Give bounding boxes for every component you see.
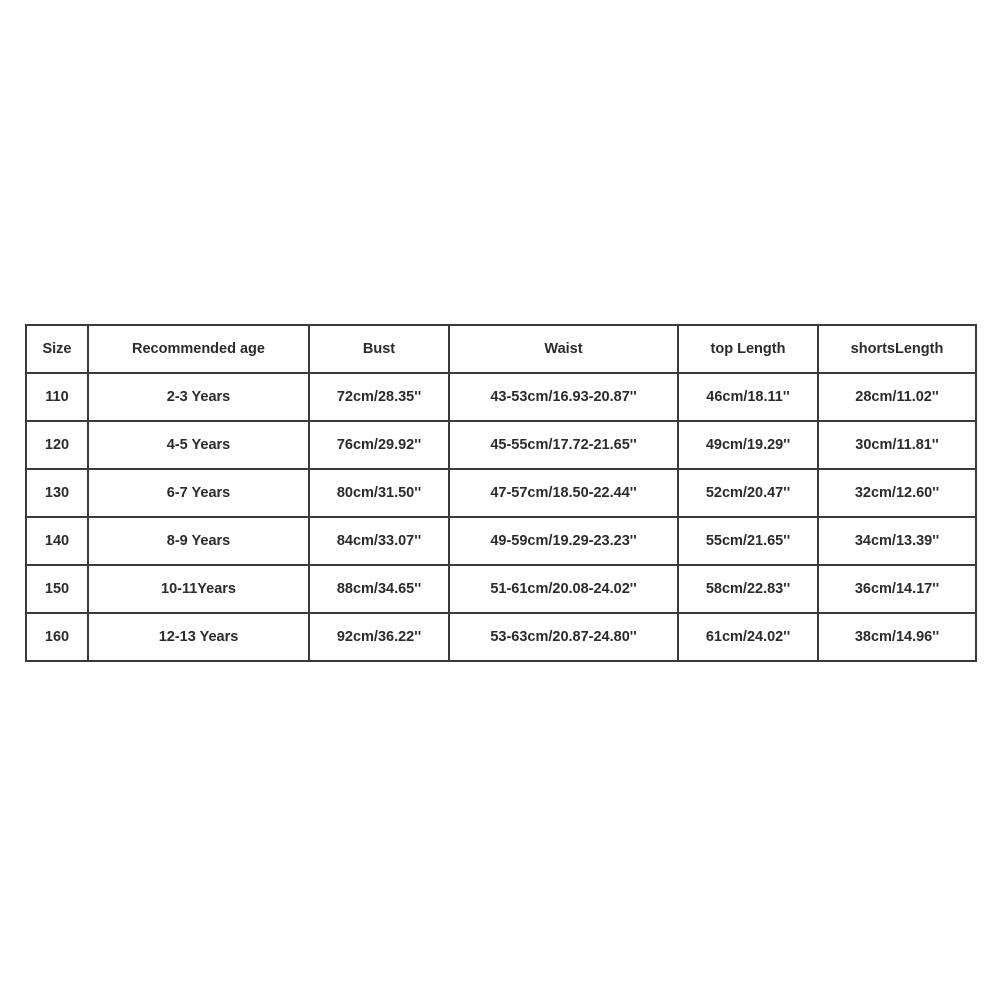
cell-recommended-age: 2-3 Years	[88, 373, 309, 421]
cell-recommended-age: 12-13 Years	[88, 613, 309, 661]
cell-size: 110	[26, 373, 88, 421]
cell-shorts-length: 36cm/14.17''	[818, 565, 976, 613]
cell-bust: 88cm/34.65''	[309, 565, 449, 613]
table-row	[26, 421, 976, 469]
cell-bust: 80cm/31.50''	[309, 469, 449, 517]
cell-recommended-age: 10-11Years	[88, 565, 309, 613]
header-shorts-length: shortsLength	[818, 325, 976, 373]
cell-recommended-age: 6-7 Years	[88, 469, 309, 517]
cell-waist: 53-63cm/20.87-24.80''	[449, 613, 678, 661]
cell-waist: 49-59cm/19.29-23.23''	[449, 517, 678, 565]
cell-top-length: 61cm/24.02''	[678, 613, 818, 661]
cell-recommended-age: 8-9 Years	[88, 517, 309, 565]
cell-shorts-length: 30cm/11.81''	[818, 421, 976, 469]
cell-recommended-age: 4-5 Years	[88, 421, 309, 469]
table-row	[26, 373, 976, 421]
table-row	[26, 565, 976, 613]
cell-shorts-length: 38cm/14.96''	[818, 613, 976, 661]
header-waist: Waist	[449, 325, 678, 373]
header-recommended-age: Recommended age	[88, 325, 309, 373]
cell-top-length: 46cm/18.11''	[678, 373, 818, 421]
header-top-length: top Length	[678, 325, 818, 373]
cell-shorts-length: 28cm/11.02''	[818, 373, 976, 421]
cell-waist: 51-61cm/20.08-24.02''	[449, 565, 678, 613]
cell-waist: 43-53cm/16.93-20.87''	[449, 373, 678, 421]
cell-bust: 76cm/29.92''	[309, 421, 449, 469]
header-size: Size	[26, 325, 88, 373]
header-row	[26, 325, 976, 373]
cell-size: 120	[26, 421, 88, 469]
cell-bust: 92cm/36.22''	[309, 613, 449, 661]
cell-shorts-length: 34cm/13.39''	[818, 517, 976, 565]
header-bust: Bust	[309, 325, 449, 373]
cell-waist: 45-55cm/17.72-21.65''	[449, 421, 678, 469]
table-row	[26, 517, 976, 565]
cell-size: 130	[26, 469, 88, 517]
cell-waist: 47-57cm/18.50-22.44''	[449, 469, 678, 517]
cell-size: 140	[26, 517, 88, 565]
cell-top-length: 52cm/20.47''	[678, 469, 818, 517]
cell-bust: 84cm/33.07''	[309, 517, 449, 565]
table-row	[26, 469, 976, 517]
size-chart-table	[25, 324, 977, 662]
table-row	[26, 613, 976, 661]
cell-bust: 72cm/28.35''	[309, 373, 449, 421]
cell-top-length: 55cm/21.65''	[678, 517, 818, 565]
cell-size: 160	[26, 613, 88, 661]
cell-shorts-length: 32cm/12.60''	[818, 469, 976, 517]
cell-top-length: 58cm/22.83''	[678, 565, 818, 613]
cell-size: 150	[26, 565, 88, 613]
cell-top-length: 49cm/19.29''	[678, 421, 818, 469]
